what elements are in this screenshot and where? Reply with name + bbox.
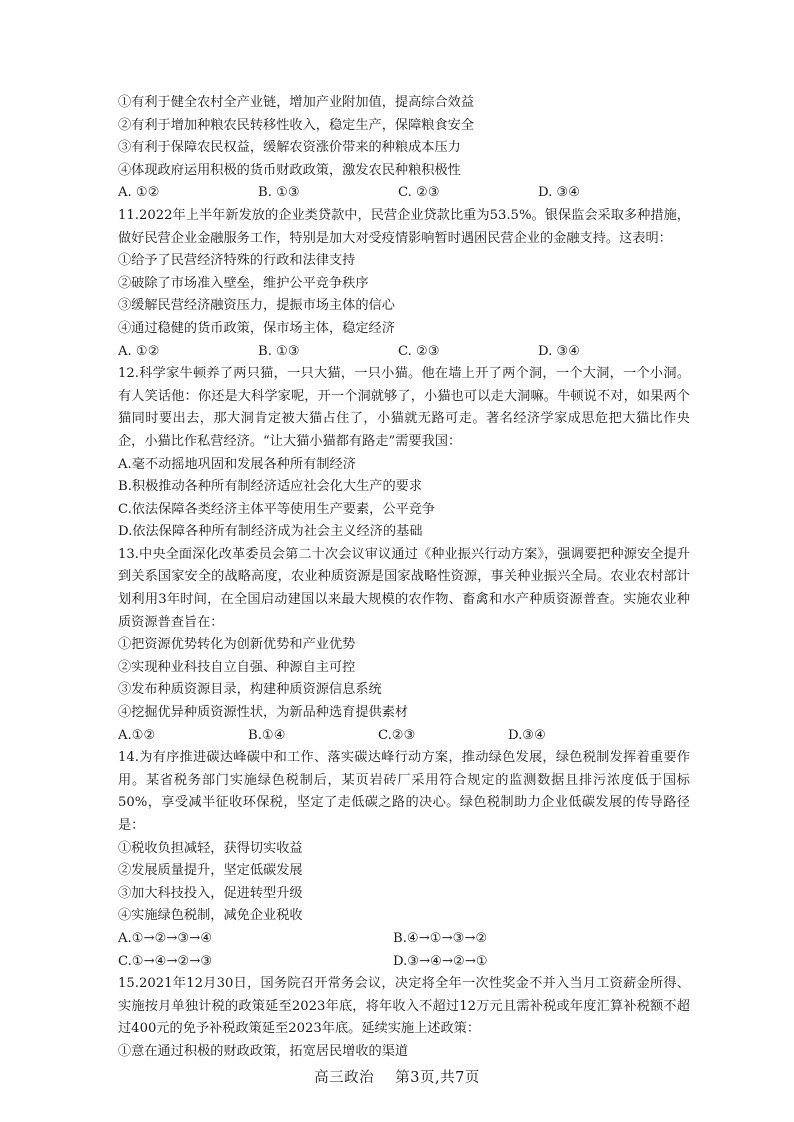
q13-stem: 13.中央全面深化改革委员会第二十次会议审议通过《种业振兴行动方案》，强调要把种源安全提升到关系国家安全的战略高度，农业种质资源是国家战略性资源，事关种业振兴全局。农业农村部计划利用3年时间，在全国启动建国以来最大规模的农作物、畜禽和水产种质资源普查。实施农业种质资源普查旨在： bbox=[118, 546, 690, 630]
q13-option-a: A.①② bbox=[118, 727, 156, 743]
q10-item-2: ②有利于增加种粮农民转移性收入，稳定生产，保障粮食安全 bbox=[118, 117, 475, 133]
q10-option-d: D. ③④ bbox=[538, 185, 581, 201]
q13-option-c: C.②③ bbox=[378, 727, 416, 743]
q13-item-3: ③发布种质资源目录，构建种质资源信息系统 bbox=[118, 682, 382, 698]
q11-option-c: C. ②③ bbox=[398, 343, 440, 359]
q14-option-c: C.①→④→②→③ bbox=[118, 953, 213, 969]
footer-page-number: 第3页,共7页 bbox=[395, 1070, 480, 1086]
q11-item-2: ②破除了市场准入壁垒，维护公平竞争秩序 bbox=[118, 275, 369, 291]
q11-item-1: ①给予了民营经济特殊的行政和法律支持 bbox=[118, 253, 356, 269]
q10-option-c: C. ②③ bbox=[398, 185, 440, 201]
q13-item-4: ④挖掘优异种质资源性状，为新品种选育提供素材 bbox=[118, 705, 409, 721]
q14-option-b: B.④→①→③→② bbox=[393, 930, 488, 946]
q10-option-a: A. ①② bbox=[118, 185, 160, 201]
q13-item-1: ①把资源优势转化为创新优势和产业优势 bbox=[118, 637, 356, 653]
q10-options bbox=[118, 182, 690, 205]
q14-stem: 14.为有序推进碳达峰碳中和工作、落实碳达峰行动方案，推动绿色发展，绿色税制发挥着重要作用。某省税务部门实施绿色税制后，某页岩砖厂采用符合规定的监测数据且排污浓度低于国标50%，享受减半征收环保税，坚定了走低碳之路的决心。绿色税制助力企业低碳发展的传导路径是： bbox=[118, 750, 690, 833]
q12-stem: 12.科学家牛顿养了两只猫，一只大猫，一只小猫。他在墙上开了两个洞，一个大洞，一个小洞。有人笑话他：你还是大科学家呢，开一个洞就够了，小猫也可以走大洞嘛。牛顿说不对，如果两个猫同时要出去，那大洞肯定被大猫占住了，小猫就无路可走。著名经济学家成思危把大猫比作央企，小猫比作私营经济。“让大猫小猫都有路走”需要我国： bbox=[118, 366, 690, 449]
q11-options bbox=[118, 341, 690, 364]
q10-item-1: ①有利于健全农村全产业链，增加产业附加值，提高综合效益 bbox=[118, 95, 475, 110]
q14-item-2: ②发展质量提升，坚定低碳发展 bbox=[118, 863, 303, 879]
q14-option-a: A.①→②→③→④ bbox=[118, 930, 213, 946]
q10-option-b: B. ①③ bbox=[258, 185, 300, 201]
q11-item-3: ③缓解民营经济融资压力，提振市场主体的信心 bbox=[118, 298, 395, 314]
q11-option-a: A. ①② bbox=[118, 343, 160, 359]
q12-option-a: A.毫不动摇地巩固和发展各种所有制经济 bbox=[118, 456, 356, 472]
q12-option-c: C.依法保障各类经济主体平等使用生产要素，公平竞争 bbox=[118, 501, 436, 517]
q15-stem: 15.2021年12月30日，国务院召开常务会议，决定将全年一次性奖金不并入当月工资薪金所得、实施按月单独计税的政策延至2023年底，将年收入不超过12万元且需补税或年度汇算补税额不超过400元的免予补税政策延至2023年底。延续实施上述政策： bbox=[118, 976, 690, 1037]
q11-option-b: B. ①③ bbox=[258, 343, 300, 359]
q12-option-d: D.依法保障各种所有制经济成为社会主义经济的基础 bbox=[118, 524, 423, 540]
page-footer bbox=[0, 1066, 794, 1087]
q15-item-1: ①意在通过积极的财政政策，拓宽居民增收的渠道 bbox=[118, 1043, 409, 1059]
q10-item-4: ④体现政府运用积极的货币财政政策，激发农民种粮积极性 bbox=[118, 162, 461, 178]
q14-options-row-1 bbox=[118, 928, 690, 951]
q14-option-d: D.③→④→②→① bbox=[393, 953, 488, 969]
q13-item-2: ②实现种业科技自立自强、种源自主可控 bbox=[118, 659, 356, 675]
q11-stem: 11.2022年上半年新发放的企业类贷款中，民营企业贷款比重为53.5%。银保监会采取多种措施，做好民营企业金融服务工作，特别是加大对受疫情影响暂时遇困民营企业的金融支持。这表明： bbox=[118, 207, 690, 246]
q14-item-1: ①税收负担减轻，获得切实收益 bbox=[118, 840, 303, 856]
q14-item-4: ④实施绿色税制，减免企业税收 bbox=[118, 908, 303, 924]
footer-subject: 高三政治 bbox=[314, 1070, 375, 1086]
q11-item-4: ④通过稳健的货币政策，保市场主体，稳定经济 bbox=[118, 320, 395, 336]
q14-options-row-2 bbox=[118, 951, 690, 974]
q13-options bbox=[118, 725, 690, 748]
q12-option-b: B.积极推动各种所有制经济适应社会化大生产的要求 bbox=[118, 479, 423, 495]
q14-item-3: ③加大科技投入，促进转型升级 bbox=[118, 885, 303, 901]
exam-page bbox=[118, 92, 690, 1064]
q13-option-d: D.③④ bbox=[508, 727, 546, 743]
q13-option-b: B.①④ bbox=[248, 727, 286, 743]
q11-option-d: D. ③④ bbox=[538, 343, 581, 359]
q10-item-3: ③有利于保障农民权益，缓解农资涨价带来的种粮成本压力 bbox=[118, 140, 461, 156]
